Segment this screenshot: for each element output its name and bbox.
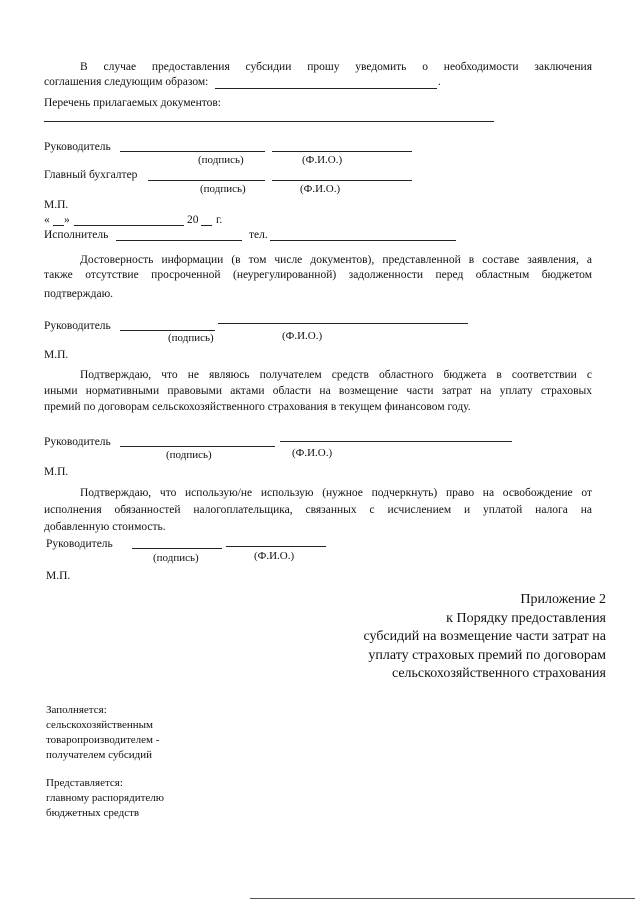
head-label-2: Руководитель — [44, 320, 111, 332]
fio-caption-2: (Ф.И.О.) — [300, 183, 341, 195]
submitted-to-line3: бюджетных средств — [46, 807, 140, 819]
appendix-line3: субсидий на возмещение части затрат на — [363, 629, 606, 644]
date-day-line — [53, 225, 64, 226]
stamp-label-4: М.П. — [46, 570, 71, 582]
not-recipient-line1: Подтверждаю, что не являюсь получателем средств областного бюджета в соответствии с — [80, 369, 592, 381]
signature-caption-2: (подпись) — [200, 183, 246, 195]
signature-caption-4: (подпись) — [166, 449, 212, 461]
vat-line1: Подтверждаю, что использую/не использую (нужное подчеркнуть) право на освобождение от — [80, 487, 592, 499]
head-label-4: Руководитель — [46, 538, 113, 550]
notify-method-field-line — [215, 88, 437, 89]
notify-paragraph-line2: соглашения следующим образом: — [44, 76, 209, 88]
filled-by-line4: получателем субсидий — [46, 749, 152, 761]
filled-by-line3: товаропроизводителем - — [46, 734, 160, 746]
accountant-fio-line — [272, 180, 412, 181]
stamp-label-1: М.П. — [44, 199, 69, 211]
stamp-label-2: М.П. — [44, 349, 69, 361]
head-signature-line-4 — [132, 548, 222, 549]
vat-line3: добавленную стоимость. — [44, 521, 166, 533]
appendix-line5: сельскохозяйственного страхования — [391, 666, 606, 681]
bottom-rule — [250, 898, 635, 899]
notify-period: . — [438, 76, 441, 88]
appendix-line4: уплату страховых премий по договорам — [368, 647, 606, 663]
date-year-line — [201, 225, 212, 226]
submitted-to-label: Представляется: — [46, 777, 123, 789]
reliability-line2: также отсутствие просроченной (неурегулированной) задолженности перед областным бюджетом — [44, 269, 592, 281]
date-month-line — [74, 225, 184, 226]
accountant-signature-line — [148, 180, 265, 181]
head-label-1: Руководитель — [44, 141, 111, 153]
date-quote-open: « — [44, 214, 50, 226]
fio-caption-3: (Ф.И.О.) — [282, 330, 323, 342]
head-signature-line-1 — [120, 151, 265, 152]
date-year: 20 — [187, 214, 199, 226]
reliability-line3: подтверждаю. — [44, 288, 114, 300]
phone-label: тел. — [249, 229, 268, 241]
signature-caption-3: (подпись) — [168, 332, 214, 344]
head-signature-line-3 — [120, 446, 275, 447]
reliability-line1: Достоверность информации (в том числе документов), представленной в составе заявления, а — [80, 254, 592, 266]
stamp-label-3: М.П. — [44, 466, 69, 478]
signature-caption-5: (подпись) — [153, 552, 199, 564]
submitted-to-line2: главному распорядителю — [46, 792, 164, 804]
executor-label: Исполнитель — [44, 229, 109, 241]
date-year-suffix: г. — [216, 214, 223, 226]
fio-caption-4: (Ф.И.О.) — [292, 447, 333, 459]
signature-caption-1: (подпись) — [198, 154, 244, 166]
vat-line2: исполнения обязанностей налогоплательщика, связанных с исчислением и уплатой налога на — [44, 504, 592, 516]
notify-paragraph-line1: В случае предоставления субсидии прошу уведомить о необходимости заключения — [80, 61, 592, 73]
not-recipient-line2: иными нормативными правовыми актами области на возмещение части затрат на уплату страховых — [44, 385, 592, 397]
filled-by-line2: сельскохозяйственным — [46, 719, 153, 731]
head-fio-line-1 — [272, 151, 412, 152]
head-fio-line-4 — [226, 546, 326, 547]
head-fio-line-3 — [280, 441, 512, 442]
appendix-line2: к Порядку предоставления — [446, 610, 606, 626]
not-recipient-line3: премий по договорам сельскохозяйственного страхования в текущем финансовом году. — [44, 401, 471, 413]
appendix-title: Приложение 2 — [520, 592, 606, 607]
head-label-3: Руководитель — [44, 436, 111, 448]
appendix-header — [363, 591, 606, 684]
submitted-to-block — [46, 776, 164, 821]
date-quote-close: » — [64, 214, 70, 226]
filled-by-block — [46, 703, 159, 763]
docs-list-line — [44, 121, 494, 122]
docs-list-label: Перечень прилагаемых документов: — [44, 97, 222, 109]
fio-caption-5: (Ф.И.О.) — [254, 550, 295, 562]
phone-line — [270, 240, 456, 241]
executor-line — [116, 240, 242, 241]
accountant-label: Главный бухгалтер — [44, 169, 138, 181]
fio-caption-1: (Ф.И.О.) — [302, 154, 343, 166]
filled-by-label: Заполняется: — [46, 704, 107, 716]
head-fio-line-2 — [218, 323, 468, 324]
